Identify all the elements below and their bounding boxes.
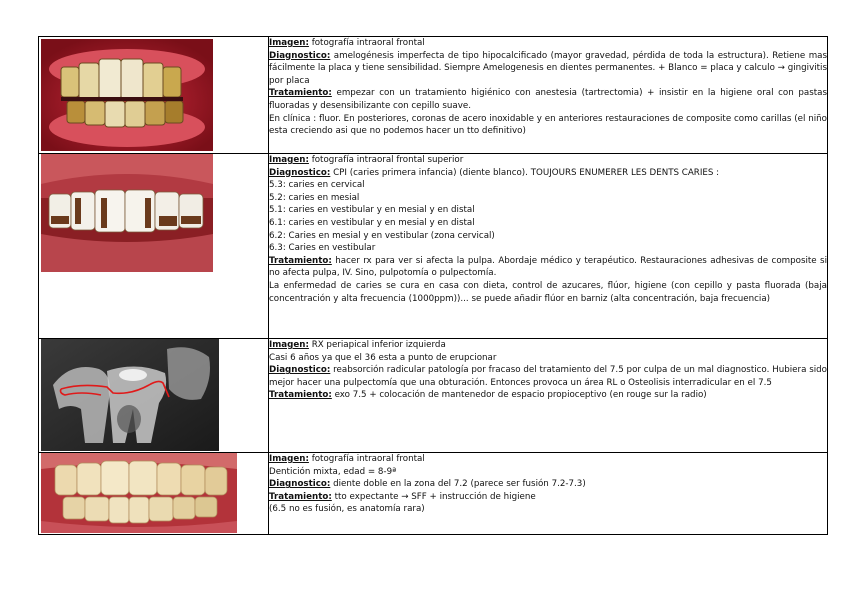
description-cell [269,453,828,535]
imagen-label: Imagen: [269,38,309,48]
imagen-text: RX periapical inferior izquierda [311,340,446,350]
diagnostico-label: Diagnostico: [269,50,331,61]
imagen-label: Imagen: [269,454,309,464]
intraoral-photo [41,154,213,272]
caries-item: 5.3: caries en cervical [269,180,365,191]
diagnostico-label: Diagnostico: [269,167,331,178]
diagnostico-text: CPI (caries primera infancia) (diente blanco). TOUJOURS ENUMERER LES DENTS CARIES : [333,167,720,178]
extra-note: En clínica : fluor. En posteriores, coronas de acero inoxidable y en anteriores restauraciones de composite como carillas (el niño esta creciendo asi que no podemos hacer un tto definitivo) [269,113,827,137]
imagen-text: fotografía intraoral frontal superior [311,155,464,165]
tratamiento-line [269,491,827,504]
table-row [39,154,828,339]
tratamiento-text: exo 7.5 + colocación de mantenedor de espacio propioceptivo (en rouge sur la radio) [334,390,707,401]
diagnostico-text: reabsorción radicular patología por fracaso del tratamiento del 7.5 por culpa de un mal diagnostico. Hubiera sido mejor hacer una pulpectomía que una obturación. Entonces provoca un área RL o Osteolisis interradicular en el 7.5 [269,365,827,388]
imagen-line [269,453,827,466]
sub-note: Dentición mixta, edad = 8-9ª [269,466,397,477]
imagen-text: fotografía intraoral frontal [311,454,425,464]
table-row [39,453,828,535]
table-row [39,37,828,154]
tratamiento-line [269,87,827,112]
description-cell [269,339,828,453]
imagen-label: Imagen: [269,340,309,350]
tratamiento-label: Tratamiento: [269,390,332,401]
imagen-line [269,154,827,167]
diagnostico-line [269,50,827,88]
caries-item: 5.2: caries en mesial [269,192,360,203]
tratamiento-label: Tratamiento: [269,255,332,266]
intraoral-photo [41,453,237,533]
tratamiento-line [269,389,827,402]
image-cell [39,339,269,453]
caries-item: 5.1: caries en vestibular y en mesial y en distal [269,205,475,216]
diagnostico-line [269,167,827,180]
diagnostico-text: amelogénesis imperfecta de tipo hipocalcificado (mayor gravedad, pérdida de toda la estructura). Retiene mas fácilmente la placa y tiene sensibilidad. Siempre Amelogenesis en dientes permanentes. + Blanco = placa y calculo → gingivitis por placa [269,50,828,86]
tratamiento-line [269,255,827,280]
tratamiento-label: Tratamiento: [269,88,332,99]
imagen-line [269,37,827,50]
caries-item: 6.2: Caries en mesial y en vestibular (zona cervical) [269,230,495,241]
tratamiento-label: Tratamiento: [269,491,332,502]
table-row [39,339,828,453]
xray-image [41,339,219,451]
diagnostico-label: Diagnostico: [269,365,331,376]
imagen-label: Imagen: [269,155,309,165]
diagnostico-line [269,478,827,491]
diagnostico-line [269,364,827,389]
image-cell [39,37,269,154]
caries-item: 6.1: caries en vestibular y en mesial y en distal [269,217,475,228]
imagen-text: fotografía intraoral frontal [311,38,425,48]
image-cell [39,453,269,535]
diagnostico-label: Diagnostico: [269,479,331,490]
case-table [38,36,828,535]
intraoral-photo [41,39,213,151]
sub-note: Casi 6 años ya que el 36 esta a punto de erupcionar [269,352,497,363]
tratamiento-text: tto expectante → SFF + instrucción de higiene [334,491,536,502]
extra-note: La enfermedad de caries se cura en casa con dieta, control de azucares, flúor, higiene (con cepillo y pasta fluorada (baja concentración y alta frecuencia (1000ppm))... se puede añadir flúor en barniz (alta concentración, baja frecuencia) [269,280,827,304]
extra-note: (6.5 no es fusión, es anatomía rara) [269,504,425,515]
diagnostico-text: diente doble en la zona del 7.2 (parece ser fusión 7.2-7.3) [333,479,586,490]
tratamiento-text: hacer rx para ver si afecta la pulpa. Abordaje médico y terapéutico. Restauraciones adhesivas de composite si no afecta pulpa, IV. Sino, pulpotomía o pulpectomía. [269,255,827,279]
image-cell [39,154,269,339]
tratamiento-text: empezar con un tratamiento higiénico con anestesia (tartrectomia) + insistir en la higiene oral con pastas fluoradas y desensibilizante con cepillo suave. [269,88,827,111]
caries-item: 6.3: Caries en vestibular [269,243,376,254]
imagen-line [269,339,827,352]
description-cell [269,37,828,154]
description-cell [269,154,828,339]
